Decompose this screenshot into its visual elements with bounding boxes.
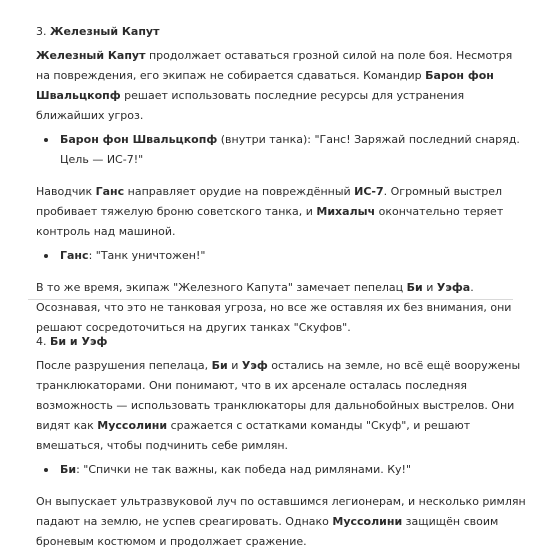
section-4 xyxy=(36,332,526,552)
paragraph: В то же время, экипаж "Железного Капута" замечает пепелац Би и Уэфа. Осознавая, что это не танковая угроза, но все же оставляя их без внимания, они решают сосредоточиться на других танках "Скуфов". xyxy=(36,281,512,334)
speaker-name: Би xyxy=(60,463,77,476)
dialogue-text: (внутри танка): "Ганс! Заряжай последний снаряд. Цель — ИС-7!" xyxy=(60,133,520,166)
speaker-name: Барон фон Швальцкопф xyxy=(60,133,218,146)
paragraph: Наводчик Ганс направляет орудие на повреждённый ИС-7. Огромный выстрел пробивает тяжелую броню советского танка, и Михалыч окончательно теряет контроль над машиной. xyxy=(36,185,504,238)
dialogue-list xyxy=(36,130,526,170)
section-number: 4. xyxy=(36,335,47,348)
dialogue-list xyxy=(36,460,526,480)
dialogue-list xyxy=(36,246,526,266)
paragraph: После разрушения пепелаца, Би и Уэф остались на земле, но всё ещё вооружены транклюкаторами. Они понимают, что в их арсенале осталась последняя возможность — использовать транклюкаторы для дальнобойных выстрелов. Они видят как Муссолини сражается с остатками команды "Скуф", и решают вмешаться, чтобы подчинить себе римлян. xyxy=(36,359,521,452)
section-divider xyxy=(28,299,513,300)
section-number: 3. xyxy=(36,25,47,38)
dialogue-item xyxy=(36,246,526,266)
section-4-heading xyxy=(36,332,526,352)
paragraph: Он выпускает ультразвуковой луч по оставшимся легионерам, и несколько римлян падают на землю, не успев среагировать. Однако Муссолини защищён своим броневым костюмом и продолжает сражение. xyxy=(36,495,526,548)
section-3-heading xyxy=(36,22,526,42)
speaker-name: Ганс xyxy=(60,249,89,262)
dialogue-text: : "Танк уничтожен!" xyxy=(88,249,206,262)
dialogue-item xyxy=(36,460,526,480)
section-3 xyxy=(36,22,526,338)
paragraph: Железный Капут продолжает оставаться грозной силой на поле боя. Несмотря на повреждения, его экипаж не собирается сдаваться. Командир Барон фон Швальцкопф решает использовать последние ресурсы для устранения ближайших угроз. xyxy=(36,49,513,122)
dialogue-item xyxy=(36,130,526,170)
section-title: Би и Уэф xyxy=(50,335,108,348)
dialogue-text: : "Спички не так важны, как победа над римлянами. Ку!" xyxy=(76,463,412,476)
section-title: Железный Капут xyxy=(50,25,160,38)
